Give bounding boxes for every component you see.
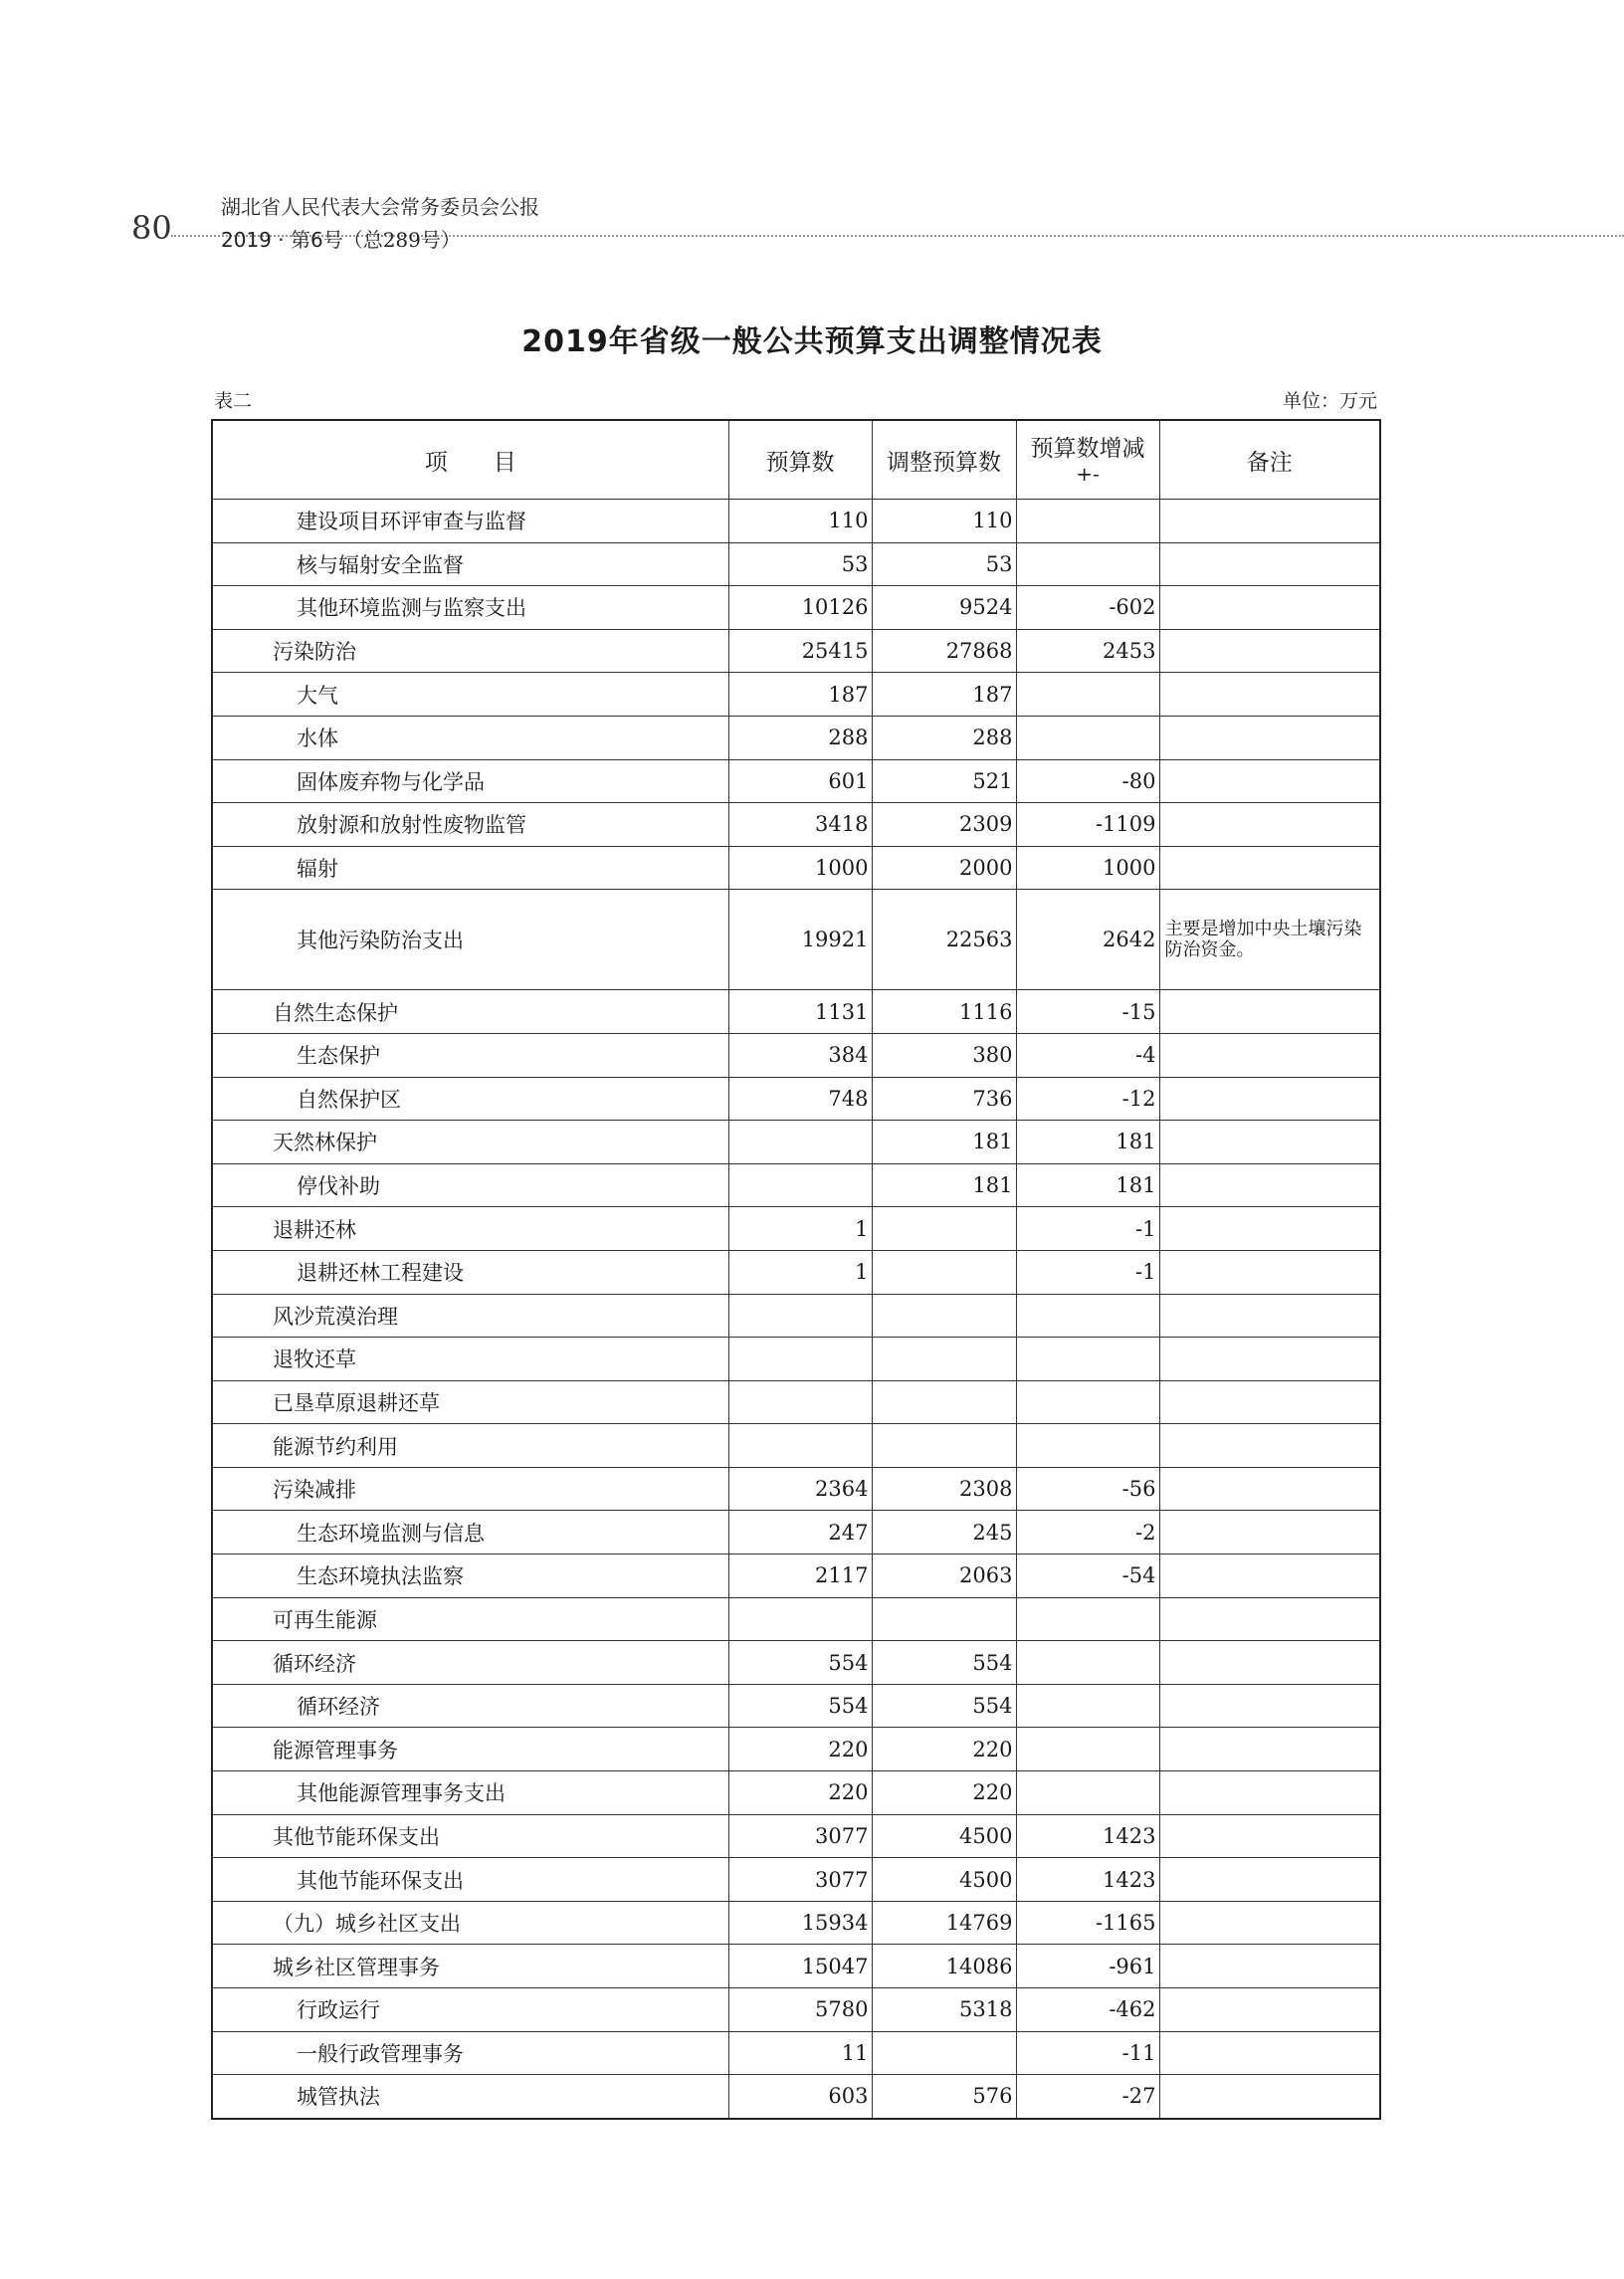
- row-budget-cell: 554: [728, 1684, 872, 1728]
- row-note-cell: [1159, 1380, 1380, 1424]
- row-adjusted-cell: 4500: [872, 1858, 1016, 1902]
- row-item-cell: 城乡社区管理事务: [212, 1945, 728, 1988]
- table-row: [212, 1945, 1380, 1988]
- row-adjusted-cell: 5318: [872, 1988, 1016, 2032]
- row-change-cell: -54: [1016, 1554, 1159, 1598]
- row-budget-cell: 247: [728, 1511, 872, 1554]
- table-row: [212, 1163, 1380, 1207]
- row-change-cell: -56: [1016, 1467, 1159, 1511]
- row-adjusted-cell: [872, 1597, 1016, 1641]
- row-note-cell: [1159, 2031, 1380, 2075]
- row-budget-cell: 220: [728, 1728, 872, 1771]
- row-note-cell: [1159, 1467, 1380, 1511]
- row-adjusted-cell: 53: [872, 542, 1016, 586]
- journal-name: 湖北省人民代表大会常务委员会公报: [221, 195, 539, 219]
- row-item-cell: 能源节约利用: [212, 1424, 728, 1468]
- row-note-cell: [1159, 500, 1380, 543]
- column-header-item: 项 目: [212, 420, 728, 500]
- row-change-cell: [1016, 1380, 1159, 1424]
- row-item-cell: 水体: [212, 716, 728, 759]
- row-adjusted-cell: 2308: [872, 1467, 1016, 1511]
- row-note-cell: [1159, 673, 1380, 717]
- table-row: [212, 803, 1380, 847]
- unit-label: 单位：万元: [1282, 390, 1377, 412]
- row-note-cell: [1159, 2075, 1380, 2119]
- row-budget-cell: [728, 1121, 872, 1164]
- row-note-cell: [1159, 1814, 1380, 1858]
- table-row: [212, 1467, 1380, 1511]
- row-adjusted-cell: [872, 1338, 1016, 1381]
- row-item-cell: 核与辐射安全监督: [212, 542, 728, 586]
- row-adjusted-cell: 554: [872, 1641, 1016, 1685]
- row-adjusted-cell: 181: [872, 1163, 1016, 1207]
- table-row: [212, 1380, 1380, 1424]
- row-item-cell: 大气: [212, 673, 728, 717]
- row-note-cell: [1159, 1511, 1380, 1554]
- row-change-cell: [1016, 1338, 1159, 1381]
- column-header-note: 备注: [1159, 420, 1380, 500]
- row-change-cell: -11: [1016, 2031, 1159, 2075]
- table-row: [212, 2075, 1380, 2119]
- row-change-cell: [1016, 1597, 1159, 1641]
- issue-line: [221, 224, 461, 253]
- row-adjusted-cell: 181: [872, 1121, 1016, 1164]
- table-row: [212, 1294, 1380, 1338]
- row-adjusted-cell: [872, 1380, 1016, 1424]
- row-item-cell: 自然保护区: [212, 1077, 728, 1121]
- row-item-cell: 辐射: [212, 846, 728, 890]
- row-adjusted-cell: [872, 1424, 1016, 1468]
- row-item-cell: 可再生能源: [212, 1597, 728, 1641]
- row-budget-cell: 25415: [728, 629, 872, 673]
- row-note-cell: [1159, 1033, 1380, 1077]
- table-row: [212, 890, 1380, 990]
- row-budget-cell: 1000: [728, 846, 872, 890]
- table-row: [212, 716, 1380, 759]
- row-budget-cell: 15934: [728, 1901, 872, 1945]
- table-row: [212, 500, 1380, 543]
- row-item-cell: 固体废弃物与化学品: [212, 759, 728, 803]
- row-budget-cell: 554: [728, 1641, 872, 1685]
- table-row: [212, 1033, 1380, 1077]
- row-adjusted-cell: [872, 1207, 1016, 1251]
- document-title: 2019年省级一般公共预算支出调整情况表: [521, 324, 1103, 359]
- row-adjusted-cell: 22563: [872, 890, 1016, 990]
- row-note-cell: [1159, 1901, 1380, 1945]
- row-item-cell: 风沙荒漠治理: [212, 1294, 728, 1338]
- row-budget-cell: 2364: [728, 1467, 872, 1511]
- row-item-cell: 一般行政管理事务: [212, 2031, 728, 2075]
- row-adjusted-cell: 2000: [872, 846, 1016, 890]
- row-note-cell: [1159, 1597, 1380, 1641]
- row-budget-cell: 601: [728, 759, 872, 803]
- row-note-cell: [1159, 1945, 1380, 1988]
- table-row: [212, 586, 1380, 630]
- table-row: [212, 1814, 1380, 1858]
- table-body: [212, 500, 1380, 2119]
- row-item-cell: 已垦草原退耕还草: [212, 1380, 728, 1424]
- table-row: [212, 990, 1380, 1034]
- row-budget-cell: 288: [728, 716, 872, 759]
- row-adjusted-cell: 2063: [872, 1554, 1016, 1598]
- table-row: [212, 1684, 1380, 1728]
- row-budget-cell: 110: [728, 500, 872, 543]
- table-row: [212, 2031, 1380, 2075]
- row-change-cell: [1016, 1424, 1159, 1468]
- row-budget-cell: 748: [728, 1077, 872, 1121]
- row-change-cell: [1016, 1684, 1159, 1728]
- table-row: [212, 1250, 1380, 1294]
- row-budget-cell: 5780: [728, 1988, 872, 2032]
- row-budget-cell: 11: [728, 2031, 872, 2075]
- row-change-cell: [1016, 716, 1159, 759]
- row-budget-cell: [728, 1338, 872, 1381]
- row-note-cell: [1159, 1728, 1380, 1771]
- row-item-cell: 循环经济: [212, 1641, 728, 1685]
- row-budget-cell: 1: [728, 1207, 872, 1251]
- table-row: [212, 1728, 1380, 1771]
- row-change-cell: -1109: [1016, 803, 1159, 847]
- table-row: [212, 1554, 1380, 1598]
- column-header-change-label: 预算数增减: [1030, 436, 1145, 462]
- row-change-cell: [1016, 1294, 1159, 1338]
- row-change-cell: -462: [1016, 1988, 1159, 2032]
- table-row: [212, 1511, 1380, 1554]
- row-item-cell: 天然林保护: [212, 1121, 728, 1164]
- row-item-cell: 能源管理事务: [212, 1728, 728, 1771]
- table-row: [212, 542, 1380, 586]
- row-adjusted-cell: 2309: [872, 803, 1016, 847]
- row-adjusted-cell: 220: [872, 1771, 1016, 1815]
- issue-total: （总289号）: [342, 228, 461, 252]
- row-budget-cell: 15047: [728, 1945, 872, 1988]
- table-label: 表二: [214, 390, 253, 412]
- row-adjusted-cell: 14086: [872, 1945, 1016, 1988]
- row-adjusted-cell: 380: [872, 1033, 1016, 1077]
- table-row: [212, 1901, 1380, 1945]
- row-note-cell: [1159, 1207, 1380, 1251]
- row-adjusted-cell: 736: [872, 1077, 1016, 1121]
- row-note-cell: [1159, 1641, 1380, 1685]
- row-change-cell: [1016, 500, 1159, 543]
- row-adjusted-cell: 521: [872, 759, 1016, 803]
- row-item-cell: 其他节能环保支出: [212, 1814, 728, 1858]
- table-row: [212, 846, 1380, 890]
- row-change-cell: -12: [1016, 1077, 1159, 1121]
- row-budget-cell: [728, 1380, 872, 1424]
- table-row: [212, 759, 1380, 803]
- row-change-cell: -1: [1016, 1207, 1159, 1251]
- row-note-cell: [1159, 1858, 1380, 1902]
- row-item-cell: 污染防治: [212, 629, 728, 673]
- row-change-cell: [1016, 542, 1159, 586]
- row-note-cell: [1159, 542, 1380, 586]
- table-row: [212, 1641, 1380, 1685]
- row-budget-cell: 1: [728, 1250, 872, 1294]
- table-row: [212, 673, 1380, 717]
- row-item-cell: 行政运行: [212, 1988, 728, 2032]
- row-adjusted-cell: 1116: [872, 990, 1016, 1034]
- row-item-cell: 循环经济: [212, 1684, 728, 1728]
- row-adjusted-cell: [872, 1250, 1016, 1294]
- row-note-cell: [1159, 1554, 1380, 1598]
- table-row: [212, 1424, 1380, 1468]
- row-item-cell: 退耕还林: [212, 1207, 728, 1251]
- row-change-cell: 1000: [1016, 846, 1159, 890]
- row-change-cell: -15: [1016, 990, 1159, 1034]
- row-change-cell: -4: [1016, 1033, 1159, 1077]
- row-budget-cell: 1131: [728, 990, 872, 1034]
- row-budget-cell: 3077: [728, 1814, 872, 1858]
- row-budget-cell: 10126: [728, 586, 872, 630]
- table-row: [212, 1597, 1380, 1641]
- row-item-cell: 建设项目环评审查与监督: [212, 500, 728, 543]
- row-note-cell: [1159, 1338, 1380, 1381]
- row-adjusted-cell: 576: [872, 2075, 1016, 2119]
- row-item-cell: 自然生态保护: [212, 990, 728, 1034]
- row-item-cell: 污染减排: [212, 1467, 728, 1511]
- row-note-cell: [1159, 990, 1380, 1034]
- row-adjusted-cell: 187: [872, 673, 1016, 717]
- row-budget-cell: 3418: [728, 803, 872, 847]
- row-item-cell: 停伐补助: [212, 1163, 728, 1207]
- table-header-row: [212, 420, 1380, 500]
- table-row: [212, 1077, 1380, 1121]
- row-note-cell: [1159, 629, 1380, 673]
- row-adjusted-cell: 245: [872, 1511, 1016, 1554]
- row-item-cell: 生态环境执法监察: [212, 1554, 728, 1598]
- row-adjusted-cell: 4500: [872, 1814, 1016, 1858]
- row-change-cell: [1016, 1728, 1159, 1771]
- row-change-cell: -1: [1016, 1250, 1159, 1294]
- row-note-cell: [1159, 1684, 1380, 1728]
- page-number: 80: [131, 209, 172, 247]
- row-item-cell: 生态环境监测与信息: [212, 1511, 728, 1554]
- row-change-cell: 1423: [1016, 1858, 1159, 1902]
- column-header-budget: 预算数: [728, 420, 872, 500]
- row-adjusted-cell: 14769: [872, 1901, 1016, 1945]
- column-header-change: [1016, 420, 1159, 500]
- table-row: [212, 629, 1380, 673]
- row-change-cell: -602: [1016, 586, 1159, 630]
- row-item-cell: 其他能源管理事务支出: [212, 1771, 728, 1815]
- row-adjusted-cell: [872, 1294, 1016, 1338]
- row-adjusted-cell: 110: [872, 500, 1016, 543]
- row-note-cell: [1159, 1163, 1380, 1207]
- row-budget-cell: [728, 1163, 872, 1207]
- row-adjusted-cell: 27868: [872, 629, 1016, 673]
- table-row: [212, 1207, 1380, 1251]
- row-item-cell: 退耕还林工程建设: [212, 1250, 728, 1294]
- row-budget-cell: 19921: [728, 890, 872, 990]
- row-item-cell: 退牧还草: [212, 1338, 728, 1381]
- row-change-cell: 2642: [1016, 890, 1159, 990]
- row-note-cell: [1159, 1294, 1380, 1338]
- row-budget-cell: [728, 1424, 872, 1468]
- row-budget-cell: [728, 1597, 872, 1641]
- table-row: [212, 1858, 1380, 1902]
- column-header-adjusted: 调整预算数: [872, 420, 1016, 500]
- row-note-cell: [1159, 1121, 1380, 1164]
- row-item-cell: 其他污染防治支出: [212, 890, 728, 990]
- row-item-cell: （九）城乡社区支出: [212, 1901, 728, 1945]
- row-change-cell: -27: [1016, 2075, 1159, 2119]
- row-budget-cell: 384: [728, 1033, 872, 1077]
- row-note-cell: [1159, 1988, 1380, 2032]
- row-item-cell: 城管执法: [212, 2075, 728, 2119]
- row-change-cell: -1165: [1016, 1901, 1159, 1945]
- row-adjusted-cell: 9524: [872, 586, 1016, 630]
- row-item-cell: 其他节能环保支出: [212, 1858, 728, 1902]
- row-note-cell: [1159, 1424, 1380, 1468]
- table-row: [212, 1121, 1380, 1164]
- row-adjusted-cell: 554: [872, 1684, 1016, 1728]
- row-change-cell: 1423: [1016, 1814, 1159, 1858]
- row-budget-cell: 2117: [728, 1554, 872, 1598]
- row-note-cell: [1159, 1250, 1380, 1294]
- table-row: [212, 1338, 1380, 1381]
- row-change-cell: 181: [1016, 1163, 1159, 1207]
- row-budget-cell: 187: [728, 673, 872, 717]
- row-note-cell: [1159, 803, 1380, 847]
- row-budget-cell: 53: [728, 542, 872, 586]
- row-change-cell: 181: [1016, 1121, 1159, 1164]
- row-change-cell: -2: [1016, 1511, 1159, 1554]
- row-item-cell: 生态保护: [212, 1033, 728, 1077]
- row-change-cell: [1016, 1771, 1159, 1815]
- row-note-cell: 主要是增加中央土壤污染防治资金。: [1159, 890, 1380, 990]
- row-change-cell: 2453: [1016, 629, 1159, 673]
- row-note-cell: [1159, 586, 1380, 630]
- row-adjusted-cell: 288: [872, 716, 1016, 759]
- row-note-cell: [1159, 1771, 1380, 1815]
- issue-number: 2019 · 第6号: [221, 228, 343, 252]
- row-change-cell: -961: [1016, 1945, 1159, 1988]
- table-row: [212, 1771, 1380, 1815]
- column-header-change-sign: +-: [1076, 462, 1100, 486]
- row-note-cell: [1159, 716, 1380, 759]
- row-note-cell: [1159, 846, 1380, 890]
- row-change-cell: -80: [1016, 759, 1159, 803]
- row-budget-cell: 603: [728, 2075, 872, 2119]
- row-adjusted-cell: [872, 2031, 1016, 2075]
- table-row: [212, 1988, 1380, 2032]
- row-item-cell: 放射源和放射性废物监管: [212, 803, 728, 847]
- row-item-cell: 其他环境监测与监察支出: [212, 586, 728, 630]
- row-note-cell: [1159, 1077, 1380, 1121]
- row-budget-cell: 3077: [728, 1858, 872, 1902]
- row-adjusted-cell: 220: [872, 1728, 1016, 1771]
- row-note-cell: [1159, 759, 1380, 803]
- row-budget-cell: 220: [728, 1771, 872, 1815]
- row-change-cell: [1016, 673, 1159, 717]
- budget-table: [211, 419, 1381, 2120]
- row-budget-cell: [728, 1294, 872, 1338]
- row-change-cell: [1016, 1641, 1159, 1685]
